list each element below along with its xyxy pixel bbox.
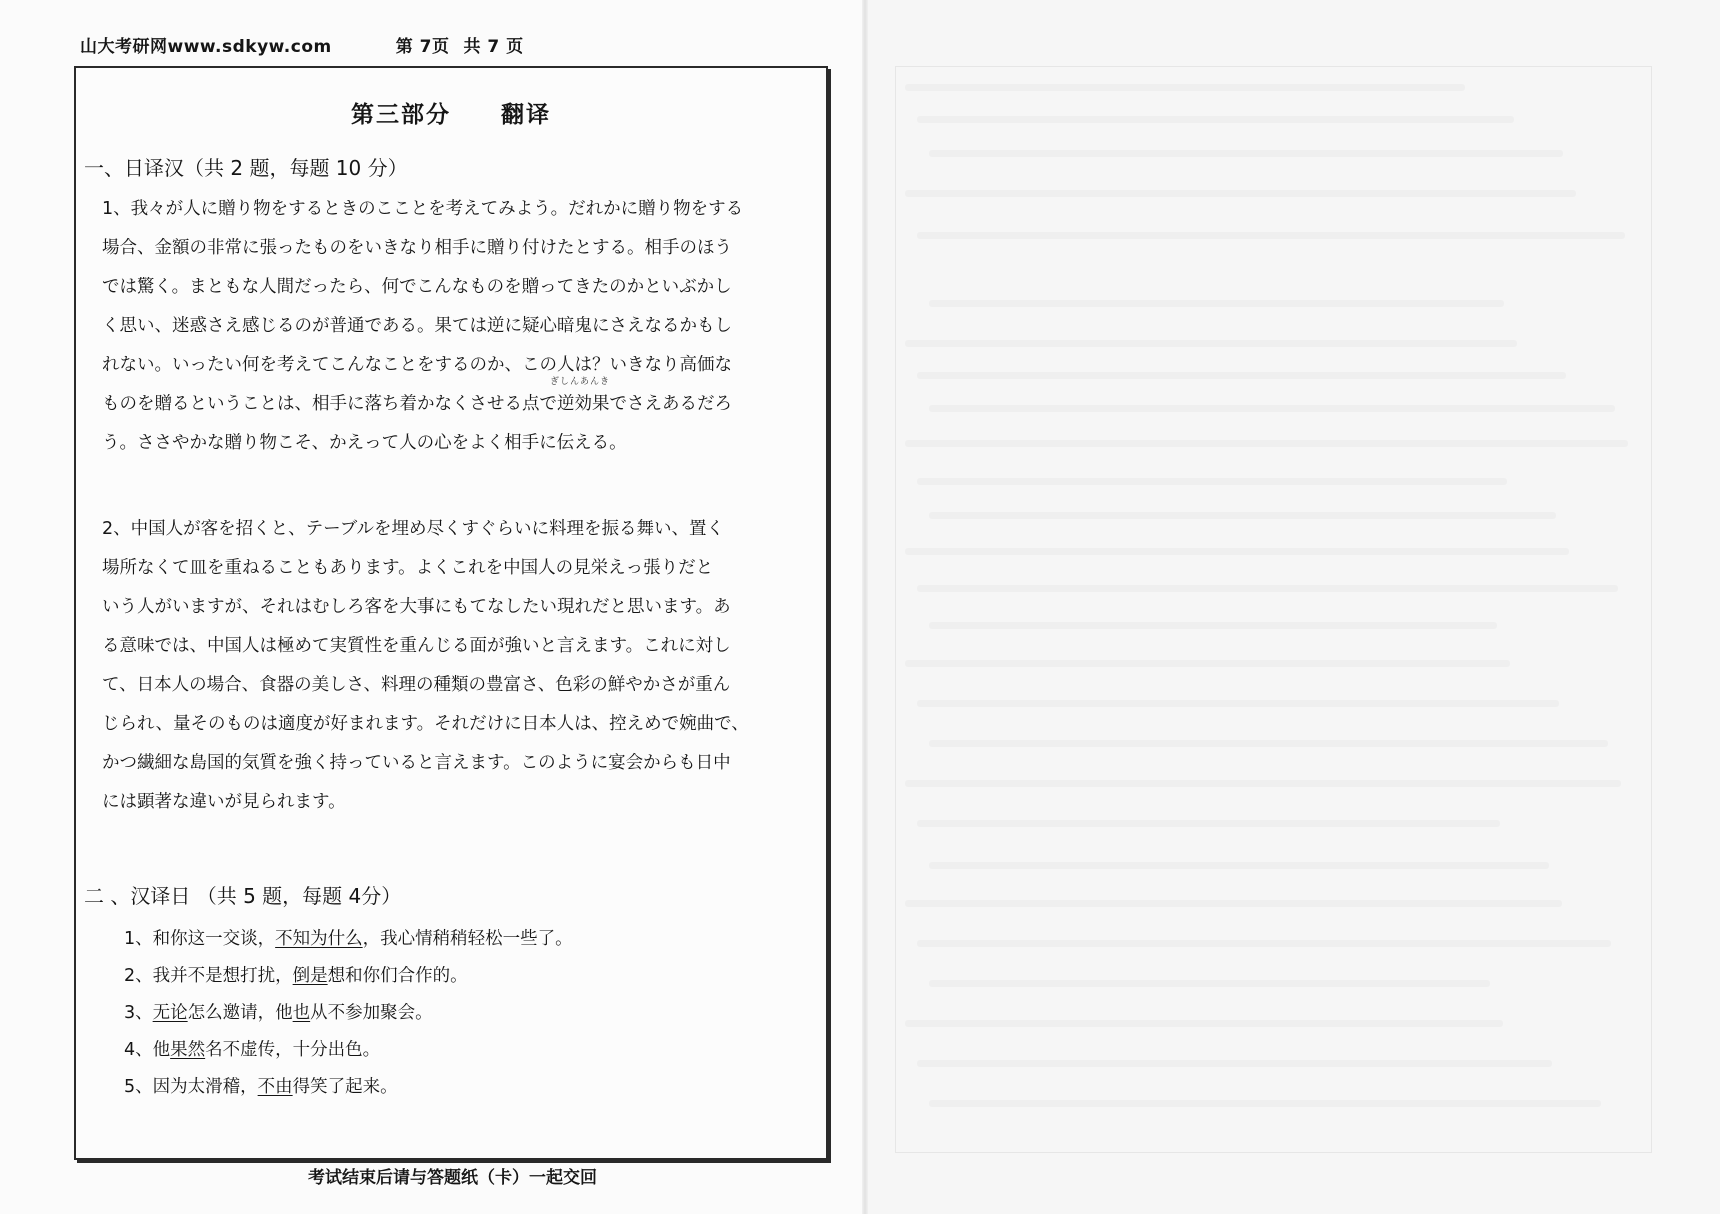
passage-2 xyxy=(102,510,812,822)
section-title xyxy=(76,96,826,129)
footer-note: 考试结束后请与答题纸（卡）一起交回 xyxy=(308,1168,597,1188)
underlined-term: 果然 xyxy=(170,1040,206,1060)
passage-line: 場合、金額の非常に張ったものをいきなり相手に贈り付けたとする。相手のほう xyxy=(102,238,732,258)
item-text: 怎么邀请，他 xyxy=(187,1003,293,1023)
passage-line: じられ、量そのものは適度が好まれます。それだけに日本人は、控えめで婉曲で、 xyxy=(102,714,749,734)
ruby-reading: ぎしんあんき xyxy=(550,377,611,387)
passage-line: には顕著な違いが見られます。 xyxy=(102,792,346,812)
faint-line xyxy=(929,405,1615,412)
item-text: 4、他 xyxy=(124,1040,171,1060)
section-label: 第三部分 xyxy=(351,102,451,128)
passage-line: れない。いったい何を考えてこんなことをするのか、この人は？いきなり高価な xyxy=(102,355,732,375)
passage-line: て、日本人の場合、食器の美しさ、料理の種類の豊富さ、色彩の鮮やかさが重ん xyxy=(102,675,731,695)
part1-heading: 一、日译汉（共 2 题，每题 10 分） xyxy=(84,156,408,180)
faint-line xyxy=(929,300,1504,307)
faint-line xyxy=(929,150,1563,157)
faint-line xyxy=(905,340,1517,347)
translation-items xyxy=(124,921,573,1106)
faint-line xyxy=(905,660,1510,667)
faint-line xyxy=(917,820,1500,827)
passage-line: 2、中国人が客を招くと、テーブルを埋め尽くすぐらいに料理を振る舞い、置く xyxy=(102,519,725,539)
list-item xyxy=(124,1069,573,1106)
faint-line xyxy=(905,190,1576,197)
passage-line: う。ささやかな贈り物こそ、かえって人の心をよく相手に伝える。 xyxy=(102,433,627,453)
item-text: 3、 xyxy=(124,1003,153,1023)
underlined-term: 不由 xyxy=(257,1077,293,1097)
passage-line: かつ繊細な島国的気質を強く持っていると言えます。このように宴会からも日中 xyxy=(102,753,731,773)
passage-line: ものを贈るということは、相手に落ち着かなくさせる点で逆効果でさえあるだろ xyxy=(102,394,732,414)
passage-line: 場所なくて皿を重ねることもあります。よくこれを中国人の見栄えっ張りだと xyxy=(102,558,714,578)
faint-line xyxy=(917,232,1625,239)
faint-line xyxy=(905,900,1562,907)
faint-line xyxy=(917,478,1507,485)
faint-line xyxy=(917,116,1514,123)
underlined-term: 不知为什么 xyxy=(275,929,363,949)
faint-line xyxy=(929,512,1556,519)
page-number: 第 7页 xyxy=(395,37,450,57)
site-name: 山大考研网www.sdkyw.com xyxy=(80,37,332,57)
passage-line: いう人がいますが、それはむしろ客を大事にもてなしたい現れだと思います。あ xyxy=(102,597,731,617)
underlined-term: 也 xyxy=(292,1003,311,1023)
faint-line xyxy=(917,700,1559,707)
passage-line: では驚く。まともな人間だったら、何でこんなものを贈ってきたのかといぶかし xyxy=(102,277,732,297)
item-text: 从不参加聚会。 xyxy=(310,1003,433,1023)
part2-heading: 二 、汉译日 （共 5 题，每题 4分） xyxy=(84,884,402,908)
item-text: 1、和你这一交谈， xyxy=(124,929,276,949)
faint-line xyxy=(929,740,1608,747)
faint-line xyxy=(917,372,1566,379)
faint-line xyxy=(905,84,1465,91)
page-fold xyxy=(862,0,868,1214)
faint-line xyxy=(929,622,1497,629)
passage-line: 1、我々が人に贈り物をするときのこことを考えてみよう。だれかに贈り物をする xyxy=(102,199,744,219)
item-text: 名不虚传，十分出色。 xyxy=(205,1040,381,1060)
item-text: 5、因为太滑稽， xyxy=(124,1077,258,1097)
list-item xyxy=(124,921,573,958)
faint-line xyxy=(905,1020,1503,1027)
item-text: 得笑了起来。 xyxy=(292,1077,398,1097)
faint-line xyxy=(929,980,1490,987)
exam-content-frame xyxy=(74,66,828,1160)
underlined-term: 无论 xyxy=(152,1003,188,1023)
faint-line xyxy=(929,1100,1601,1107)
section-name: 翻译 xyxy=(501,102,551,128)
faint-frame-right xyxy=(895,66,1652,1153)
faint-line xyxy=(905,548,1569,555)
page-total: 共 7 页 xyxy=(463,37,524,57)
page-header xyxy=(80,32,524,57)
faint-line xyxy=(929,862,1549,869)
underlined-term: 倒是 xyxy=(292,966,328,986)
passage-line: る意味では、中国人は極めて実質性を重んじる面が強いと言えます。これに対し xyxy=(102,636,731,656)
item-text: ，我心情稍稍轻松一些了。 xyxy=(362,929,573,949)
passage-line: く思い、迷惑さえ感じるのが普通である。果ては逆に疑心暗鬼にさえなるかもし xyxy=(102,316,732,336)
faint-line xyxy=(917,585,1618,592)
faint-line xyxy=(917,940,1611,947)
faint-line xyxy=(917,1060,1552,1067)
item-text: 2、我并不是想打扰， xyxy=(124,966,293,986)
faint-line xyxy=(905,440,1628,447)
list-item xyxy=(124,958,573,995)
item-text: 想和你们合作的。 xyxy=(327,966,468,986)
list-item xyxy=(124,1032,573,1069)
list-item xyxy=(124,995,573,1032)
passage-1 xyxy=(102,190,812,463)
faint-line xyxy=(905,780,1621,787)
